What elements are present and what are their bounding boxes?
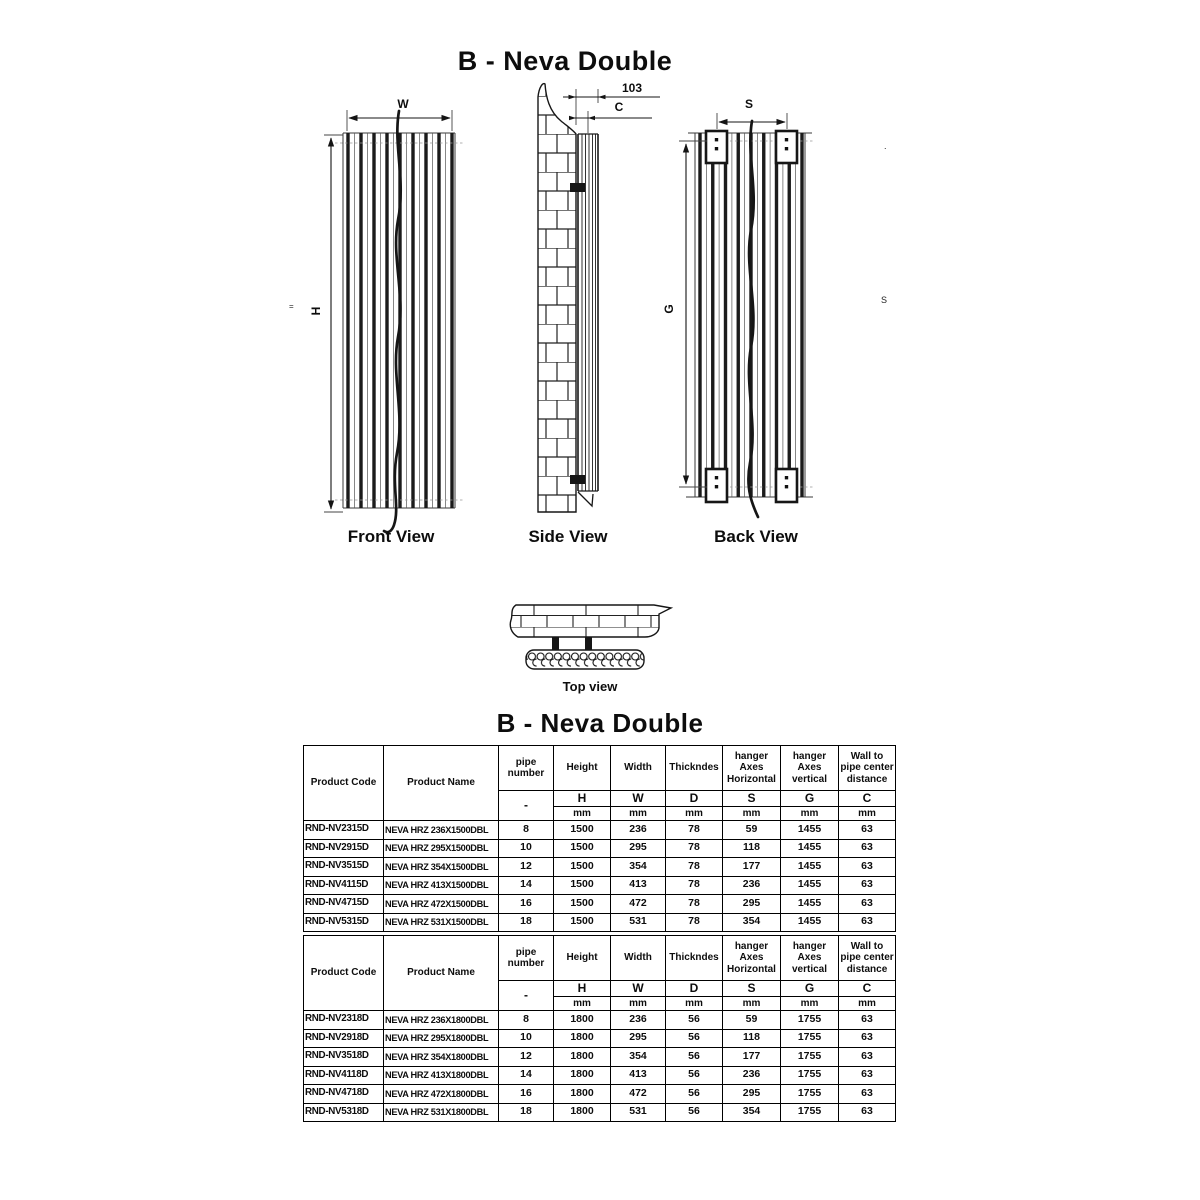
table-cell: NEVA HRZ 354X1500DBL (384, 858, 499, 877)
col-product-code: Product Code (304, 746, 384, 821)
table-cell: 18 (499, 913, 554, 932)
table-cell: RND-NV4118D (304, 1066, 384, 1085)
sym-hanger-vertical: G (781, 791, 839, 807)
scan-artifact-char: S (881, 295, 888, 305)
table-row (304, 1048, 896, 1067)
table-cell: NEVA HRZ 354X1800DBL (384, 1048, 499, 1067)
table-cell: 1755 (781, 1048, 839, 1067)
table-cell: 295 (723, 895, 781, 914)
table-cell: 63 (839, 858, 896, 877)
table-cell: RND-NV3515D (304, 858, 384, 877)
table-cell: 1455 (781, 913, 839, 932)
unit-cell: mm (723, 807, 781, 821)
table-cell: 1500 (554, 858, 611, 877)
back-hanger-v-dim-label: G (662, 304, 676, 314)
table-cell: 295 (723, 1085, 781, 1104)
sym-thickness: D (666, 981, 723, 997)
pipe-dash: - (499, 791, 554, 821)
table-cell: NEVA HRZ 413X1800DBL (384, 1066, 499, 1085)
side-wall-pipe-dim-label: C (614, 100, 624, 114)
table-cell: 354 (611, 1048, 666, 1067)
table-cell: 413 (611, 876, 666, 895)
table-row (304, 1103, 896, 1122)
table-cell: RND-NV2318D (304, 1011, 384, 1030)
unit-cell: mm (781, 997, 839, 1011)
table-cell: 8 (499, 821, 554, 840)
table-cell: RND-NV2915D (304, 839, 384, 858)
col-wall-distance: Wall to pipe center distance (839, 746, 896, 791)
table-cell: NEVA HRZ 236X1500DBL (384, 821, 499, 840)
table-cell: RND-NV2918D (304, 1029, 384, 1048)
table-cell: 78 (666, 839, 723, 858)
col-height: Height (554, 936, 611, 981)
table-cell: NEVA HRZ 472X1500DBL (384, 895, 499, 914)
table-row (304, 1085, 896, 1104)
table-cell: 1800 (554, 1066, 611, 1085)
table-cell: 1500 (554, 821, 611, 840)
col-product-name: Product Name (384, 746, 499, 821)
table-cell: 1800 (554, 1085, 611, 1104)
table-cell: 63 (839, 1066, 896, 1085)
table-cell: 56 (666, 1103, 723, 1122)
front-view-drawing (324, 110, 465, 532)
table-cell: NEVA HRZ 531X1500DBL (384, 913, 499, 932)
table-cell: 1500 (554, 839, 611, 858)
table-cell: 177 (723, 858, 781, 877)
col-hanger-vertical: hanger Axes vertical (781, 746, 839, 791)
pipe-dash: - (499, 981, 554, 1011)
front-height-dim-label: H (309, 306, 323, 316)
unit-cell: mm (723, 997, 781, 1011)
col-pipe-number: pipe number (499, 936, 554, 981)
unit-cell: mm (839, 997, 896, 1011)
table-cell: 1455 (781, 858, 839, 877)
table-cell: 295 (611, 839, 666, 858)
table-cell: 59 (723, 821, 781, 840)
table-cell: 78 (666, 821, 723, 840)
table-cell: 531 (611, 913, 666, 932)
table-row (304, 821, 896, 840)
col-width: Width (611, 936, 666, 981)
table-cell: 10 (499, 1029, 554, 1048)
table-cell: 56 (666, 1029, 723, 1048)
table-cell: 63 (839, 913, 896, 932)
table-cell: RND-NV3518D (304, 1048, 384, 1067)
sym-hanger-horizontal: S (723, 981, 781, 997)
sym-width: W (611, 791, 666, 807)
table-cell: RND-NV4115D (304, 876, 384, 895)
table-cell: NEVA HRZ 472X1800DBL (384, 1085, 499, 1104)
col-hanger-horizontal: hanger Axes Horizontal (723, 746, 781, 791)
table-cell: NEVA HRZ 236X1800DBL (384, 1011, 499, 1030)
table-cell: 1755 (781, 1029, 839, 1048)
sym-width: W (611, 981, 666, 997)
table-cell: 8 (499, 1011, 554, 1030)
spec-table-1500 (303, 745, 896, 932)
table-cell: 63 (839, 876, 896, 895)
spec-table-1800 (303, 935, 896, 1122)
side-view-drawing (538, 84, 660, 512)
table-header (304, 746, 896, 821)
table-cell: 63 (839, 839, 896, 858)
table-cell: 63 (839, 895, 896, 914)
sym-height: H (554, 791, 611, 807)
side-depth-dim-label: 103 (621, 81, 643, 95)
table-cell: 56 (666, 1011, 723, 1030)
table-row (304, 858, 896, 877)
table-cell: 16 (499, 895, 554, 914)
col-hanger-horizontal: hanger Axes Horizontal (723, 936, 781, 981)
table-cell: RND-NV4718D (304, 1085, 384, 1104)
table-cell: 63 (839, 1103, 896, 1122)
col-thickness: Thickndes (666, 936, 723, 981)
sym-height: H (554, 981, 611, 997)
table-cell: 1455 (781, 839, 839, 858)
table-cell: 63 (839, 1011, 896, 1030)
table-cell: 78 (666, 913, 723, 932)
table-cell: 177 (723, 1048, 781, 1067)
table-cell: 1800 (554, 1029, 611, 1048)
col-thickness: Thickndes (666, 746, 723, 791)
unit-cell: mm (611, 997, 666, 1011)
table-cell: RND-NV4715D (304, 895, 384, 914)
table-row (304, 839, 896, 858)
table-cell: RND-NV2315D (304, 821, 384, 840)
table-row (304, 1066, 896, 1085)
table-cell: 1455 (781, 876, 839, 895)
sym-thickness: D (666, 791, 723, 807)
table-cell: 354 (611, 858, 666, 877)
table-cell: 56 (666, 1048, 723, 1067)
table-header (304, 936, 896, 1011)
page-title: B - Neva Double (457, 46, 673, 76)
table-cell: NEVA HRZ 295X1800DBL (384, 1029, 499, 1048)
sym-wall-distance: C (839, 791, 896, 807)
table-cell: 295 (611, 1029, 666, 1048)
table-cell: 1755 (781, 1103, 839, 1122)
table-row (304, 913, 896, 932)
table-cell: 63 (839, 1048, 896, 1067)
front-width-dim-label: W (397, 97, 409, 111)
table-row (304, 895, 896, 914)
col-product-name: Product Name (384, 936, 499, 1011)
col-pipe-number: pipe number (499, 746, 554, 791)
table-cell: NEVA HRZ 531X1800DBL (384, 1103, 499, 1122)
table-cell: 78 (666, 876, 723, 895)
table-cell: 236 (723, 876, 781, 895)
top-view-drawing (510, 605, 671, 669)
tables-section-title: B - Neva Double (496, 708, 704, 738)
sym-hanger-vertical: G (781, 981, 839, 997)
col-height: Height (554, 746, 611, 791)
back-hanger-h-dim-label: S (744, 97, 754, 111)
table-cell: 63 (839, 1085, 896, 1104)
table-cell: 472 (611, 1085, 666, 1104)
back-view-drawing (679, 113, 815, 517)
table-body-1500 (304, 821, 896, 932)
table-body-1800 (304, 1011, 896, 1122)
table-cell: RND-NV5318D (304, 1103, 384, 1122)
table-row (304, 876, 896, 895)
col-hanger-vertical: hanger Axes vertical (781, 936, 839, 981)
table-cell: 63 (839, 1029, 896, 1048)
table-cell: 1500 (554, 895, 611, 914)
table-cell: 1800 (554, 1011, 611, 1030)
unit-cell: mm (666, 997, 723, 1011)
table-cell: 1800 (554, 1103, 611, 1122)
scan-artifact-dashes: = (289, 302, 294, 311)
table-cell: 12 (499, 1048, 554, 1067)
table-cell: 59 (723, 1011, 781, 1030)
table-cell: 10 (499, 839, 554, 858)
table-cell: 12 (499, 858, 554, 877)
unit-cell: mm (666, 807, 723, 821)
unit-cell: mm (781, 807, 839, 821)
table-row (304, 1011, 896, 1030)
table-cell: NEVA HRZ 295X1500DBL (384, 839, 499, 858)
table-cell: 1455 (781, 895, 839, 914)
table-cell: 16 (499, 1085, 554, 1104)
back-view-label: Back View (714, 527, 798, 546)
table-cell: 56 (666, 1066, 723, 1085)
table-cell: 413 (611, 1066, 666, 1085)
table-cell: 78 (666, 858, 723, 877)
table-cell: 118 (723, 1029, 781, 1048)
table-row (304, 1029, 896, 1048)
table-cell: 1755 (781, 1011, 839, 1030)
unit-cell: mm (839, 807, 896, 821)
front-view-label: Front View (347, 527, 435, 546)
sym-hanger-horizontal: S (723, 791, 781, 807)
col-width: Width (611, 746, 666, 791)
col-product-code: Product Code (304, 936, 384, 1011)
table-cell: 14 (499, 876, 554, 895)
scan-artifact-dot: . (884, 141, 887, 151)
table-cell: 472 (611, 895, 666, 914)
unit-cell: mm (611, 807, 666, 821)
table-cell: 18 (499, 1103, 554, 1122)
sym-wall-distance: C (839, 981, 896, 997)
table-cell: 1500 (554, 876, 611, 895)
table-cell: 78 (666, 895, 723, 914)
table-cell: 236 (611, 821, 666, 840)
table-cell: 354 (723, 913, 781, 932)
table-cell: RND-NV5315D (304, 913, 384, 932)
table-cell: 118 (723, 839, 781, 858)
unit-cell: mm (554, 807, 611, 821)
table-cell: 1755 (781, 1085, 839, 1104)
table-cell: 236 (611, 1011, 666, 1030)
table-cell: 354 (723, 1103, 781, 1122)
table-cell: 56 (666, 1085, 723, 1104)
table-cell: 531 (611, 1103, 666, 1122)
table-cell: NEVA HRZ 413X1500DBL (384, 876, 499, 895)
table-cell: 1500 (554, 913, 611, 932)
table-cell: 1800 (554, 1048, 611, 1067)
table-cell: 236 (723, 1066, 781, 1085)
technical-drawing (280, 75, 920, 715)
col-wall-distance: Wall to pipe center distance (839, 936, 896, 981)
table-cell: 1455 (781, 821, 839, 840)
top-view-label: Top view (562, 679, 618, 694)
table-cell: 14 (499, 1066, 554, 1085)
side-view-label: Side View (528, 527, 608, 546)
table-cell: 63 (839, 821, 896, 840)
table-cell: 1755 (781, 1066, 839, 1085)
unit-cell: mm (554, 997, 611, 1011)
